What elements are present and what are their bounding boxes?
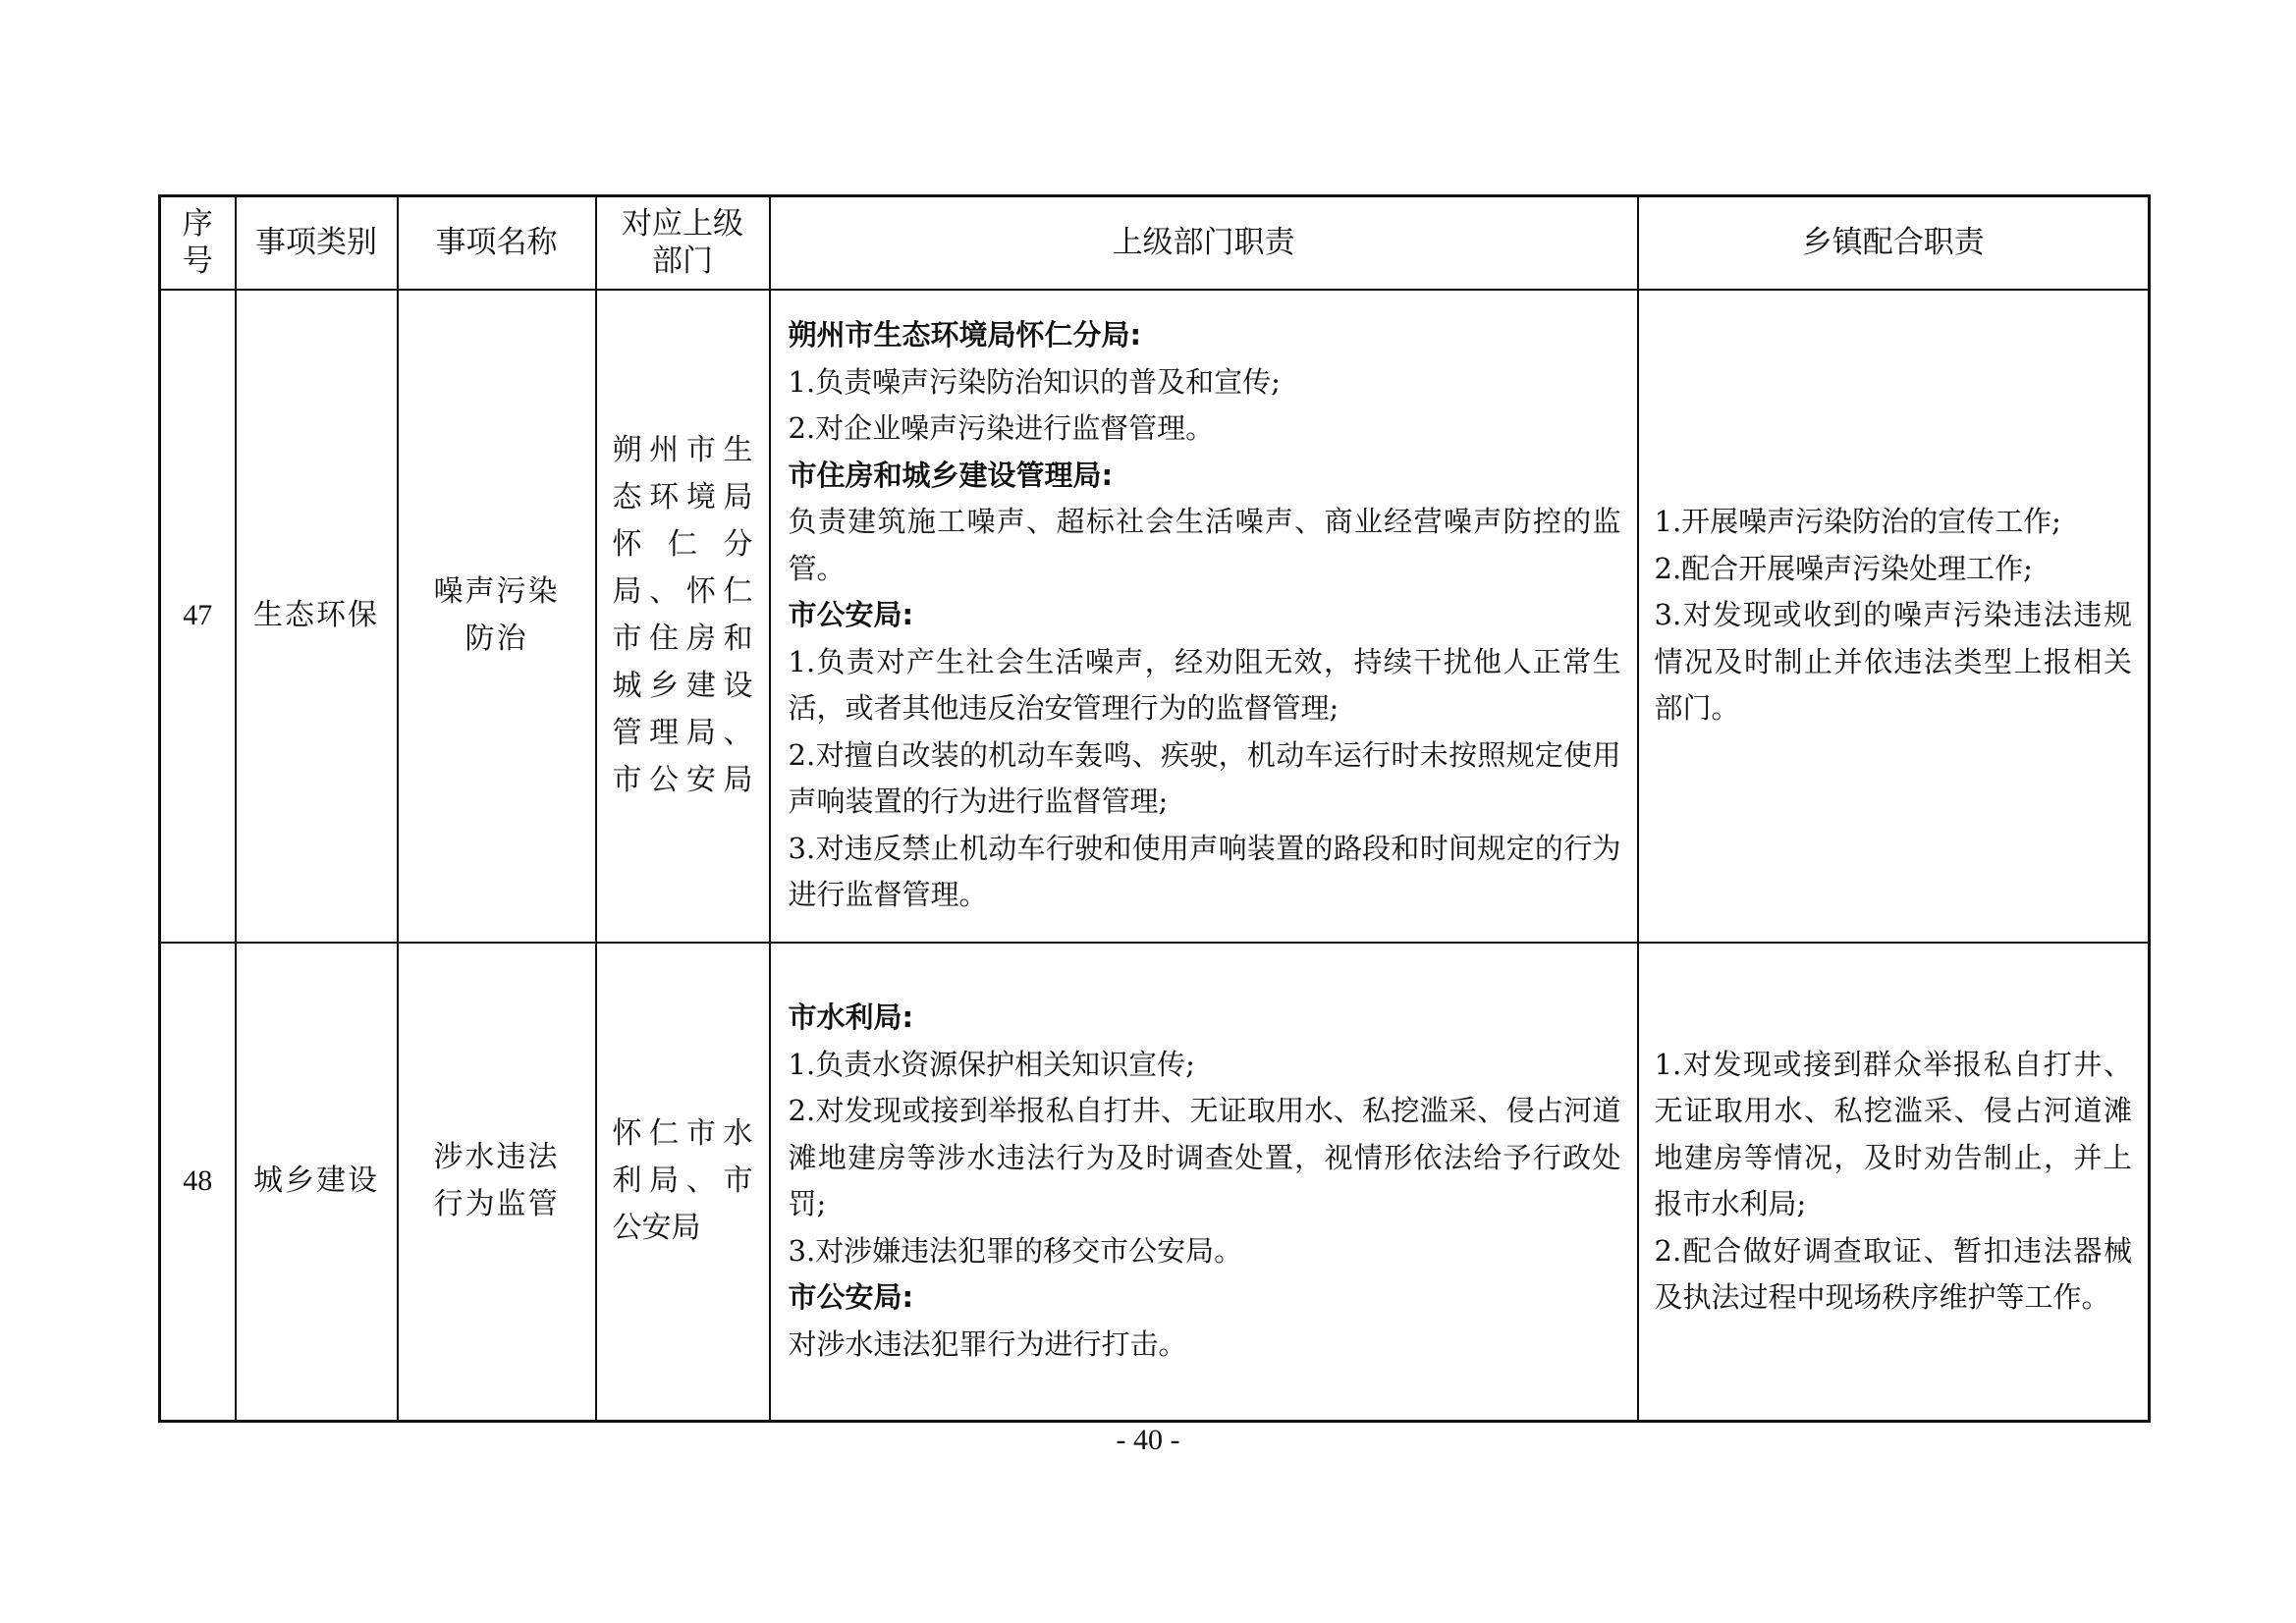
- row-item-name: 噪声污染防治: [398, 290, 596, 943]
- duty-line: 2.对企业噪声污染进行监督管理。: [788, 411, 1215, 446]
- town-duty-line: 2.配合开展噪声污染处理工作;: [1654, 551, 2033, 585]
- table-row: [160, 943, 2150, 1422]
- dept-heading: 朔州市生态环境局怀仁分局:: [788, 318, 1142, 352]
- dept-heading: 市公安局:: [788, 598, 914, 632]
- header-seq: 序号: [160, 196, 236, 290]
- duty-line: 2.对擅自改装的机动车轰鸣、疾驶，机动车运行时未按照规定使用声响装置的行为进行监督管理;: [788, 737, 1621, 819]
- page-number: - 40 -: [1116, 1424, 1180, 1456]
- town-duty-line: 1.对发现或接到群众举报私自打井、无证取用水、私挖滥采、侵占河道滩地建房等情况，及时劝告制止，并上报市水利局;: [1654, 1047, 2132, 1221]
- duty-line: 3.对涉嫌违法犯罪的移交市公安局。: [788, 1233, 1243, 1268]
- table-header-row: [160, 196, 2150, 290]
- duty-line: 1.负责水资源保护相关知识宣传;: [788, 1047, 1195, 1081]
- dept-heading: 市住房和城乡建设管理局:: [788, 458, 1114, 492]
- dept-heading: 市公安局:: [788, 1280, 914, 1315]
- town-duty-line: 2.配合做好调查取证、暂扣违法器械及执法过程中现场秩序维护等工作。: [1654, 1233, 2132, 1315]
- row-superior-dept: 怀仁市水 利局、市 公安局: [596, 943, 770, 1422]
- duty-line: 1.负责噪声污染防治知识的普及和宣传;: [788, 364, 1281, 399]
- duty-table: [158, 194, 2151, 1423]
- duty-line: 对涉水违法犯罪行为进行打击。: [788, 1326, 1187, 1361]
- row-superior-dept: 朔州市生 态环境局 怀 仁 分 局、怀仁 市住房和 城乡建设 管理局、 市公安局: [596, 290, 770, 943]
- row-category: 城乡建设: [236, 943, 398, 1422]
- duty-line: 负责建筑施工噪声、超标社会生活噪声、商业经营噪声防控的监管。: [788, 505, 1621, 585]
- duty-line: 1.负责对产生社会生活噪声，经劝阻无效，持续干扰他人正常生活，或者其他违反治安管理行为的监督管理;: [788, 644, 1621, 726]
- row-town-duty: [1638, 943, 2150, 1422]
- row-seq: 48: [160, 943, 236, 1422]
- row-town-duty: [1638, 290, 2150, 943]
- town-duty-line: 1.开展噪声污染防治的宣传工作;: [1654, 505, 2061, 539]
- dept-heading: 市水利局:: [788, 1001, 914, 1035]
- header-superior-dept: 对应上级部门: [596, 196, 770, 290]
- town-duty-line: 3.对发现或收到的噪声污染违法违规情况及时制止并依违法类型上报相关部门。: [1654, 598, 2132, 726]
- row-seq: 47: [160, 290, 236, 943]
- duty-line: 2.对发现或接到举报私自打井、无证取用水、私挖滥采、侵占河道滩地建房等涉水违法行为及时调查处置，视情形依法给予行政处罚;: [788, 1094, 1621, 1221]
- row-superior-duty: [770, 943, 1638, 1422]
- header-superior-duty: 上级部门职责: [770, 196, 1638, 290]
- row-category: 生态环保: [236, 290, 398, 943]
- table-row: [160, 290, 2150, 943]
- row-superior-duty: [770, 290, 1638, 943]
- duty-line: 3.对违反禁止机动车行驶和使用声响装置的路段和时间规定的行为进行监督管理。: [788, 831, 1621, 912]
- header-category: 事项类别: [236, 196, 398, 290]
- row-item-name: 涉水违法行为监管: [398, 943, 596, 1422]
- header-town-duty: 乡镇配合职责: [1638, 196, 2150, 290]
- header-item-name: 事项名称: [398, 196, 596, 290]
